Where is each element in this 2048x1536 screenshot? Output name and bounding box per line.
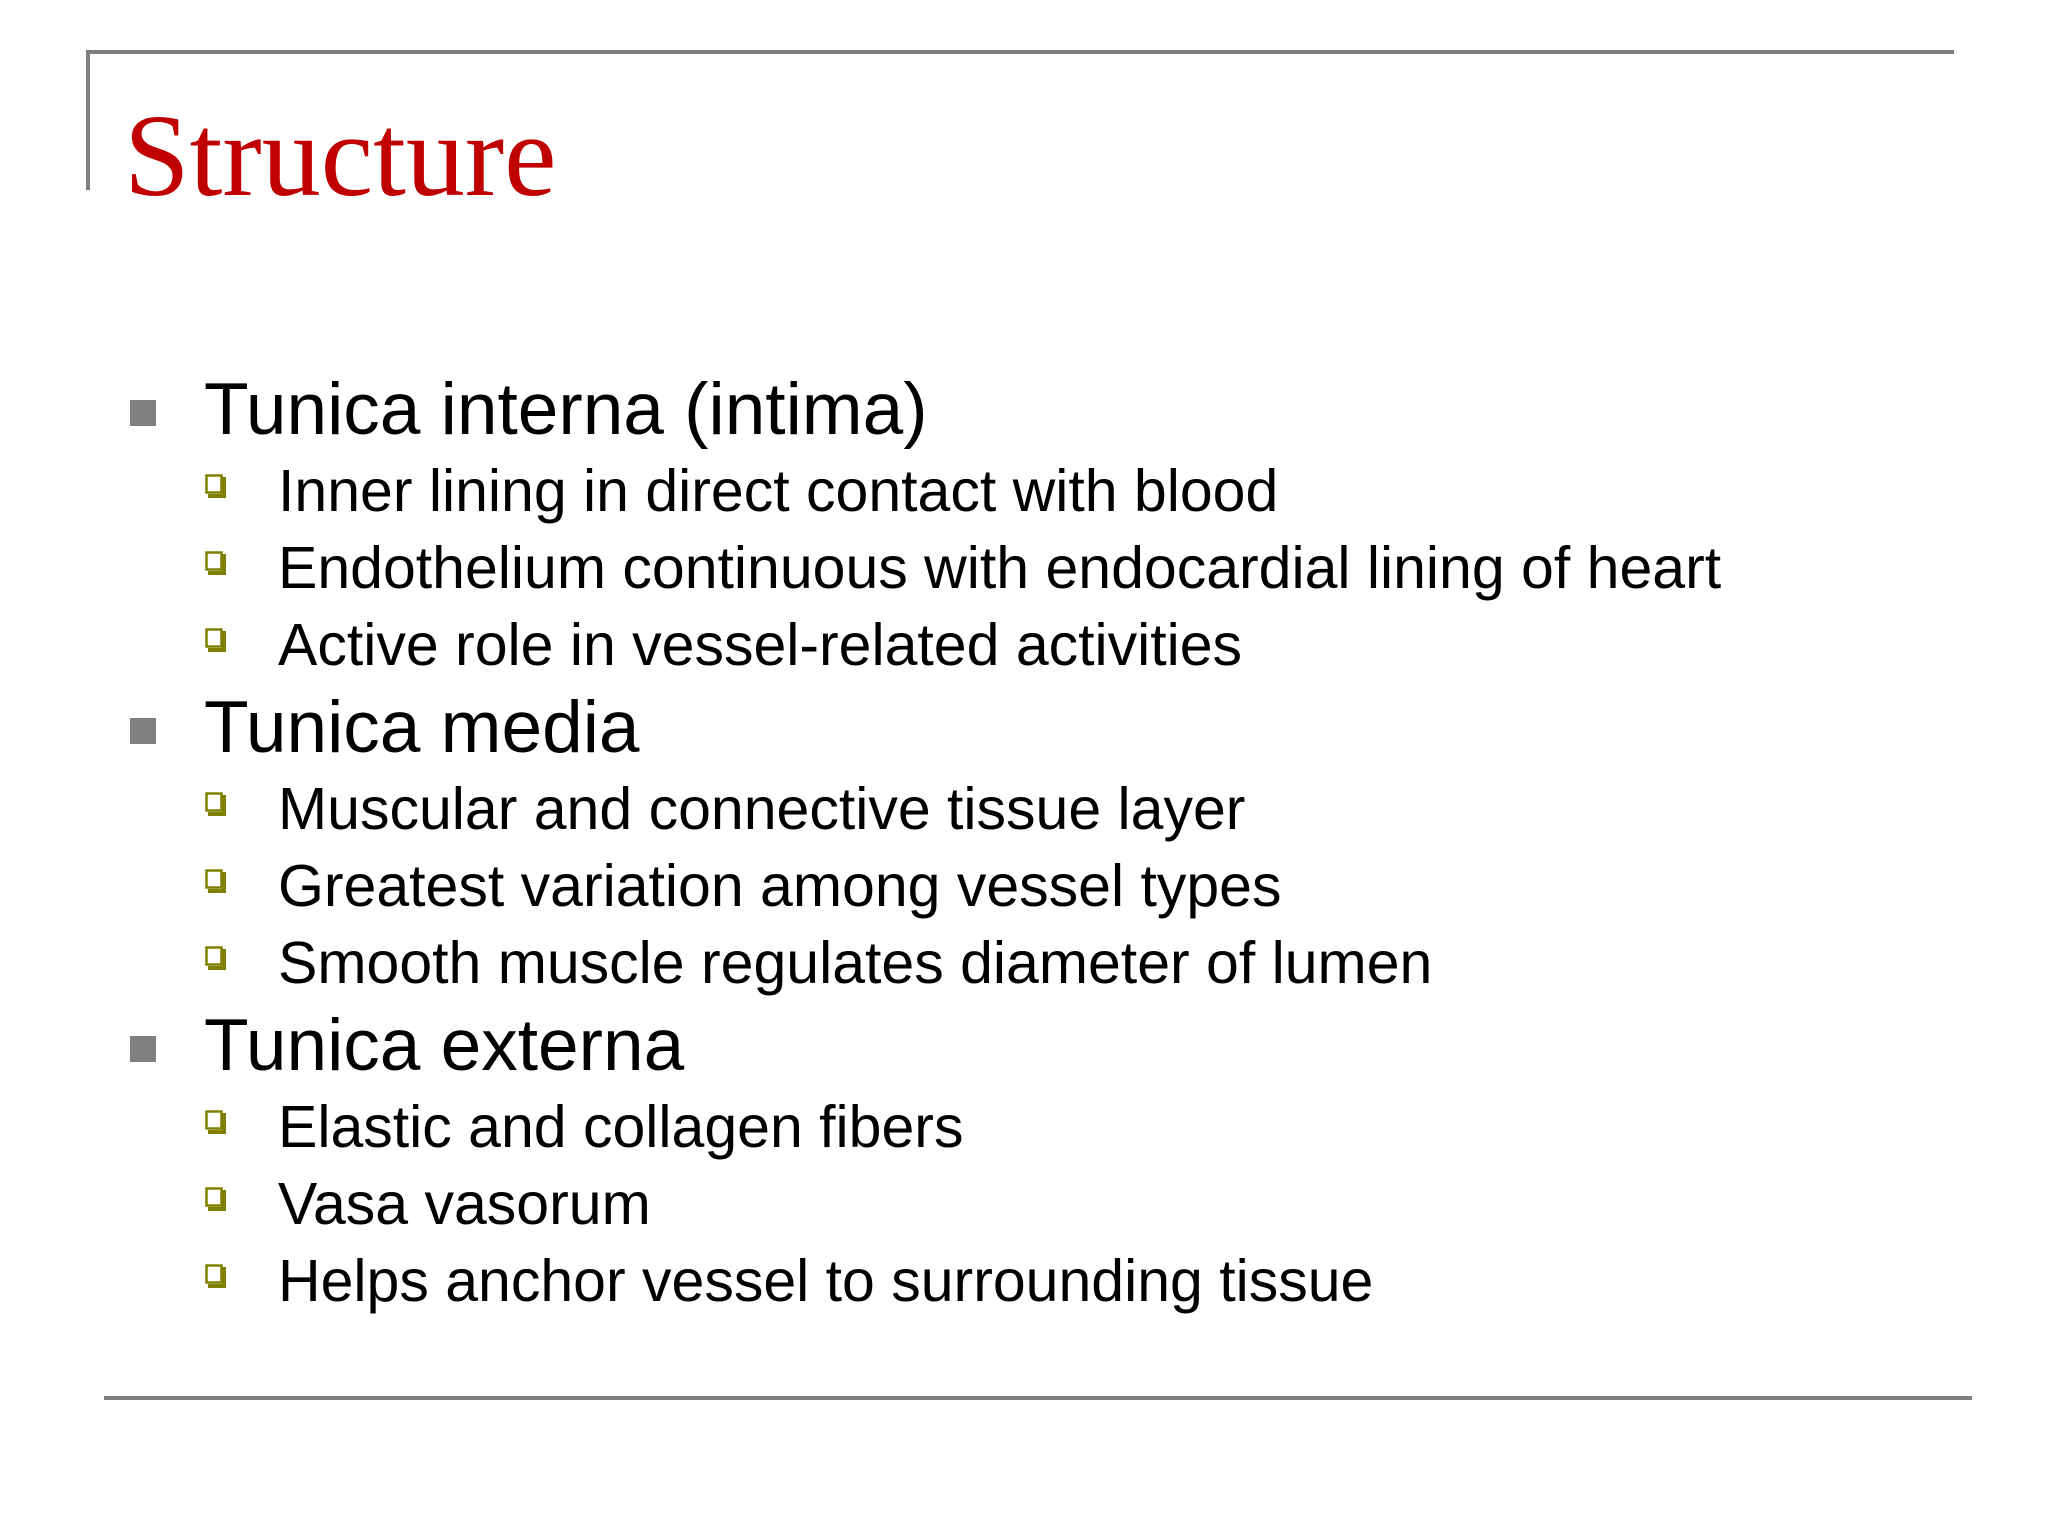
hollow-square-bullet-icon bbox=[205, 792, 227, 816]
section-heading: Tunica interna (intima) bbox=[204, 369, 928, 450]
footer-rule bbox=[104, 1396, 1972, 1400]
square-bullet-icon bbox=[130, 1036, 156, 1062]
sub-item-text: Inner lining in direct contact with blood bbox=[278, 458, 1279, 524]
hollow-square-bullet-icon bbox=[205, 946, 227, 970]
hollow-square-bullet-icon bbox=[205, 551, 227, 575]
hollow-square-bullet-icon bbox=[205, 1264, 227, 1288]
sub-item-text: Smooth muscle regulates diameter of lumen bbox=[278, 930, 1433, 996]
hollow-square-bullet-icon bbox=[205, 474, 227, 498]
hollow-square-bullet-icon bbox=[205, 628, 227, 652]
hollow-square-bullet-icon bbox=[205, 869, 227, 893]
section-heading: Tunica externa bbox=[204, 1005, 685, 1086]
sub-item-text: Elastic and collagen fibers bbox=[278, 1094, 964, 1160]
sub-item-text: Active role in vessel-related activities bbox=[278, 612, 1243, 678]
square-bullet-icon bbox=[130, 400, 156, 426]
hollow-square-bullet-icon bbox=[205, 1187, 227, 1211]
square-bullet-icon bbox=[130, 718, 156, 744]
section-heading: Tunica media bbox=[204, 687, 640, 768]
hollow-square-bullet-icon bbox=[205, 1110, 227, 1134]
sub-item-text: Vasa vasorum bbox=[278, 1171, 651, 1237]
sub-item-text: Muscular and connective tissue layer bbox=[278, 776, 1246, 842]
slide-title: Structure bbox=[124, 90, 557, 221]
sub-item-text: Helps anchor vessel to surrounding tissue bbox=[278, 1248, 1374, 1314]
sub-item-text: Endothelium continuous with endocardial lining of heart bbox=[278, 535, 1722, 601]
sub-item-text: Greatest variation among vessel types bbox=[278, 853, 1282, 919]
